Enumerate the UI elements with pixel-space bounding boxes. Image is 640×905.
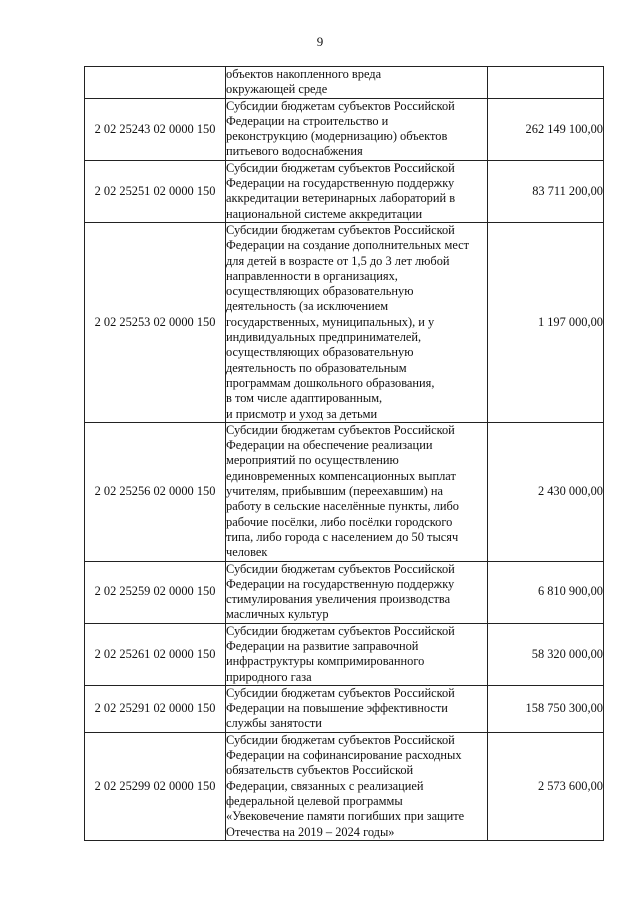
description-line: индивидуальных предпринимателей, [226,330,422,345]
description-line: стимулирования увеличения производства [226,592,451,607]
description-line: Федерации на строительство и [226,113,389,128]
table-body [85,67,604,841]
description-cell [226,222,488,422]
description-line: «Увековечение памяти погибших при защите [226,809,465,824]
description-line: Федерации на создание дополнительных мест [226,238,470,253]
amount-cell [488,67,604,99]
description-line: службы занятости [226,716,322,731]
description-line: Федерации на развитие заправочной [226,638,419,653]
description-cell [226,67,488,99]
budget-code-cell: 2 02 25261 02 0000 150 [85,623,226,685]
amount-cell: 2 430 000,00 [488,422,604,561]
amount-cell: 6 810 900,00 [488,561,604,623]
table-row [85,422,604,561]
table-row [85,222,604,422]
amount-cell: 158 750 300,00 [488,685,604,732]
description-cell [226,623,488,685]
description-line: для детей в возрасте от 1,5 до 3 лет любой [226,253,450,268]
description-line: инфраструктуры компримированного [226,654,425,669]
description-line: Федерации на государственную поддержку [226,576,455,591]
description-line: Субсидии бюджетам субъектов Российской [226,623,455,638]
budget-code-cell: 2 02 25243 02 0000 150 [85,98,226,160]
description-line: Федерации, связанных с реализацией [226,778,424,793]
budget-code-cell: 2 02 25259 02 0000 150 [85,561,226,623]
description-line: объектов накопленного вреда [226,67,382,81]
description-line: окружающей среде [226,82,328,97]
description-line: осуществляющих образовательную [226,284,414,299]
description-line: программам дошкольного образования, [226,375,435,390]
budget-code-cell: 2 02 25256 02 0000 150 [85,422,226,561]
description-line: Субсидии бюджетам субъектов Российской [226,222,455,237]
table-row [85,685,604,732]
amount-cell: 1 197 000,00 [488,222,604,422]
description-line: питьевого водоснабжения [226,144,363,159]
description-cell [226,422,488,561]
description-line: Отечества на 2019 – 2024 годы» [226,824,395,839]
description-line: Субсидии бюджетам субъектов Российской [226,98,455,113]
description-line: мероприятий по осуществлению [226,453,399,468]
description-line: Субсидии бюджетам субъектов Российской [226,160,455,175]
budget-code-cell [85,67,226,99]
description-line: типа, либо города с населением до 50 тысяч [226,529,459,544]
budget-code-cell: 2 02 25291 02 0000 150 [85,685,226,732]
description-line: национальной системе аккредитации [226,206,423,221]
description-line: Федерации на повышение эффективности [226,701,448,716]
amount-cell: 83 711 200,00 [488,160,604,222]
table-row [85,98,604,160]
table-row [85,732,604,840]
description-line: учителям, прибывшим (переехавшим) на [226,484,443,499]
page-number: 9 [316,34,324,49]
description-line: реконструкцию (модернизацию) объектов [226,129,448,144]
description-line: Федерации на софинансирование расходных [226,748,462,763]
description-line: работу в сельские населённые пункты, либо [226,499,459,514]
description-line: рабочие посёлки, либо посёлки городского [226,514,453,529]
budget-code-cell: 2 02 25299 02 0000 150 [85,732,226,840]
table-row [85,160,604,222]
description-cell [226,732,488,840]
budget-revenue-table [84,66,604,841]
budget-code-cell: 2 02 25253 02 0000 150 [85,222,226,422]
budget-code-cell: 2 02 25251 02 0000 150 [85,160,226,222]
description-line: масличных культур [226,607,329,622]
description-line: деятельность (за исключением [226,299,389,314]
description-line: деятельность по образовательным [226,360,407,375]
description-line: в том числе адаптированным, [226,391,383,406]
table-row [85,561,604,623]
description-line: Федерации на обеспечение реализации [226,438,433,453]
description-cell [226,160,488,222]
table-row [85,67,604,99]
description-line: обязательств субъектов Российской [226,763,414,778]
amount-cell: 262 149 100,00 [488,98,604,160]
description-line: единовременных компенсационных выплат [226,468,456,483]
description-line: Субсидии бюджетам субъектов Российской [226,732,455,747]
amount-cell: 2 573 600,00 [488,732,604,840]
amount-cell: 58 320 000,00 [488,623,604,685]
description-line: федеральной целевой программы [226,793,403,808]
description-line: Федерации на государственную поддержку [226,176,455,191]
description-line: осуществляющих образовательную [226,345,414,360]
description-cell [226,561,488,623]
description-line: природного газа [226,669,312,684]
description-cell [226,685,488,732]
description-line: Субсидии бюджетам субъектов Российской [226,561,455,576]
description-line: человек [226,545,268,560]
table-row [85,623,604,685]
description-line: и присмотр и уход за детьми [226,406,378,421]
description-cell [226,98,488,160]
description-line: направленности в организациях, [226,268,398,283]
description-line: Субсидии бюджетам субъектов Российской [226,422,455,437]
description-line: аккредитации ветеринарных лабораторий в [226,191,456,206]
description-line: Субсидии бюджетам субъектов Российской [226,685,455,700]
description-line: государственных, муниципальных), и у [226,314,435,329]
